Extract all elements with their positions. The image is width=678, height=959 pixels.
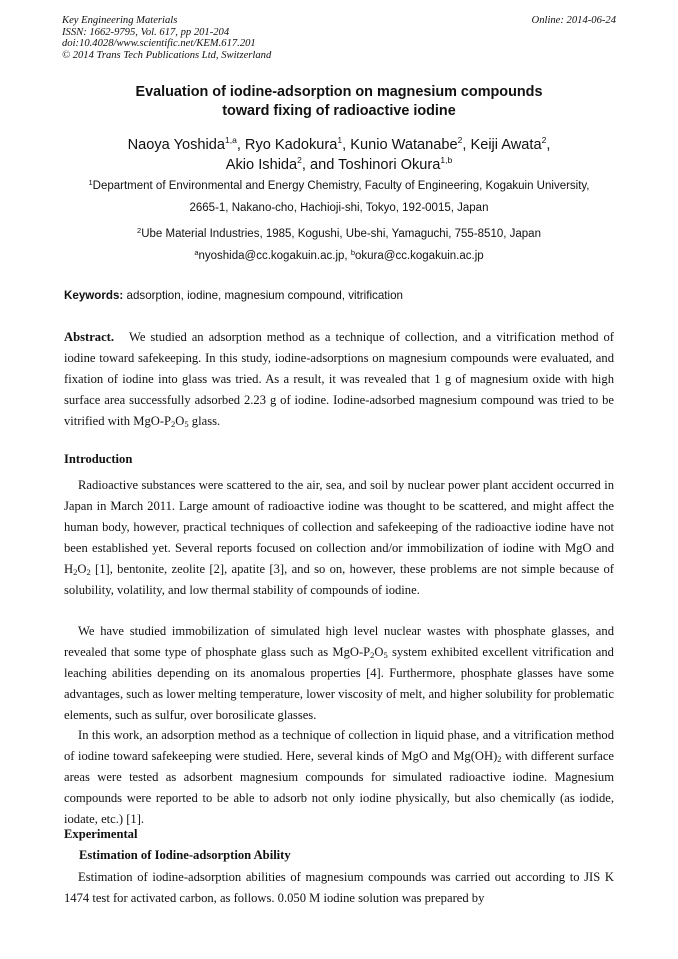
author-name: Ryo Kadokura [244, 137, 338, 153]
author-name: Kunio Watanabe [350, 137, 458, 153]
journal-name: Key Engineering Materials [62, 15, 178, 26]
section-heading-experimental: Experimental [64, 827, 138, 841]
author-list [64, 135, 614, 175]
journal-header [62, 15, 616, 61]
author-affil-mark: 2 [541, 135, 547, 145]
journal-issn: ISSN: 1662-9795, Vol. 617, pp 201-204 [62, 26, 230, 38]
affil-mark: 2 [137, 226, 142, 235]
title-line-2: toward fixing of radioactive iodine [222, 103, 456, 119]
author-affil-mark: 1 [337, 135, 343, 145]
author-name: Toshinori Okura [338, 157, 441, 173]
author-affil-mark: 1,b [440, 155, 453, 165]
affiliation-2 [64, 223, 614, 245]
author-affil-mark: 2 [457, 135, 463, 145]
author-name: Keiji Awata [470, 137, 542, 153]
abstract-paragraph: Abstract. We studied an adsorption method as a technique of collection, and a vitrification method of iodine toward safekeeping. In this study, iodine-adsorptions on magnesium compounds were evaluated, and fixation of iodine into glass was tried. As a result, it was revealed that 1 g of magnesium oxide with high surface area successfully adsorbed 2.23 g of iodine. Iodine-adsorbed magnesium compound was tried to be vitrified with MgO-$P_2O_5$ glass. [64, 330, 615, 429]
experimental-paragraph-1: Estimation of iodine-adsorption abilities of magnesium compounds was carried out according to JIS K 1474 test for activated carbon, as follows. 0.050 M iodine solution was prepared by [64, 870, 614, 905]
title-line-1: Evaluation of iodine-adsorption on magnesium compounds [135, 84, 543, 100]
email-b: okura@cc.kogakuin.ac.jp [355, 250, 484, 262]
email-a: nyoshida@cc.kogakuin.ac.jp, [198, 250, 348, 262]
keywords [64, 289, 614, 302]
keywords-text: adsorption, iodine, magnesium compound, vitrification [126, 289, 403, 302]
journal-doi: doi:10.4028/www.scientific.net/KEM.617.201 [62, 38, 256, 50]
intro-paragraph-3: In this work, an adsorption method as a technique of collection in liquid phase, and a vitrification method of iodine toward safekeeping were studied. Here, several kinds of MgO and $Mg(OH)_2$ with different surface areas were tested as adsorbent magnesium compounds for simulated radioactive iodine. Magnesium compounds were reported to be able to adsorb not only iodine physically, but also chemically (as iodide, iodate, etc.) [1]. [64, 728, 614, 826]
email-mark-b: b [350, 248, 355, 257]
keywords-label: Keywords: [64, 289, 124, 302]
affiliation-1 [64, 175, 614, 219]
online-date: Online: 2014-06-24 [531, 15, 616, 26]
abstract-label: Abstract. [64, 330, 115, 344]
section-heading-introduction: Introduction [64, 452, 133, 466]
intro-paragraph-2: We have studied immobilization of simulated high level nuclear wastes with phosphate glasses, and revealed that some type of phosphate glass such as MgO-$P_2O_5$ system exhibited excellent vitrification and leaching abilities depending on its anomalous properties [4]. Furthermore, phosphate glasses have some advantages, such as lower melting temperature, lower viscosity of melt, and higher solubility for problematic elements, such as sulfur, over borosilicate glasses. [64, 624, 614, 722]
author-name: Akio Ishida [225, 157, 298, 173]
author-conjunction: and [310, 157, 335, 173]
author-line-2: Akio Ishida$^2$, and Toshinori Okura$^{1,b}$ [225, 155, 453, 173]
affil-mark: 1 [88, 178, 93, 187]
author-affil-mark: 2 [297, 155, 302, 165]
author-line-1: Naoya Yoshida$^{1,a}$, Ryo Kadokura$^1$, Kunio Watanabe$^2$, Keiji Awata$^2$, [127, 135, 551, 153]
subsection-heading: Estimation of Iodine-adsorption Ability [79, 848, 291, 862]
affil-2-text: Ube Material Industries, 1985, Kogushi, Ube-shi, Yamaguchi, 755-8510, Japan [141, 228, 541, 240]
email-line [64, 245, 614, 267]
author-name: Naoya Yoshida [127, 137, 225, 153]
affil-1-line-2: 2665-1, Nakano-cho, Hachioji-shi, Tokyo, 192-0015, Japan [189, 202, 489, 214]
journal-copyright: © 2014 Trans Tech Publications Ltd, Switzerland [62, 49, 272, 61]
author-affil-mark: 1,a [224, 135, 237, 145]
email-mark-a: a [194, 248, 199, 257]
affil-1-line-1: Department of Environmental and Energy Chemistry, Faculty of Engineering, Kogakuin University, [92, 180, 590, 192]
intro-paragraph-1: Radioactive substances were scattered to the air, sea, and soil by nuclear power plant accident occurred in Japan in March 2011. Large amount of radioactive iodine was thought to be scattered, and might affect the human body, however, practical techniques of collection and safekeeping of the radioactive iodine have not been established yet. Several reports focused on collection and/or immobilization of iodine with MgO and $H_2O_2$ [1], bentonite, zeolite [2], apatite [3], and so on, however, these problems are not simple because of solubility, volatility, and low thermal stability of compounds of iodine. [64, 478, 614, 597]
paper-title [64, 83, 614, 121]
